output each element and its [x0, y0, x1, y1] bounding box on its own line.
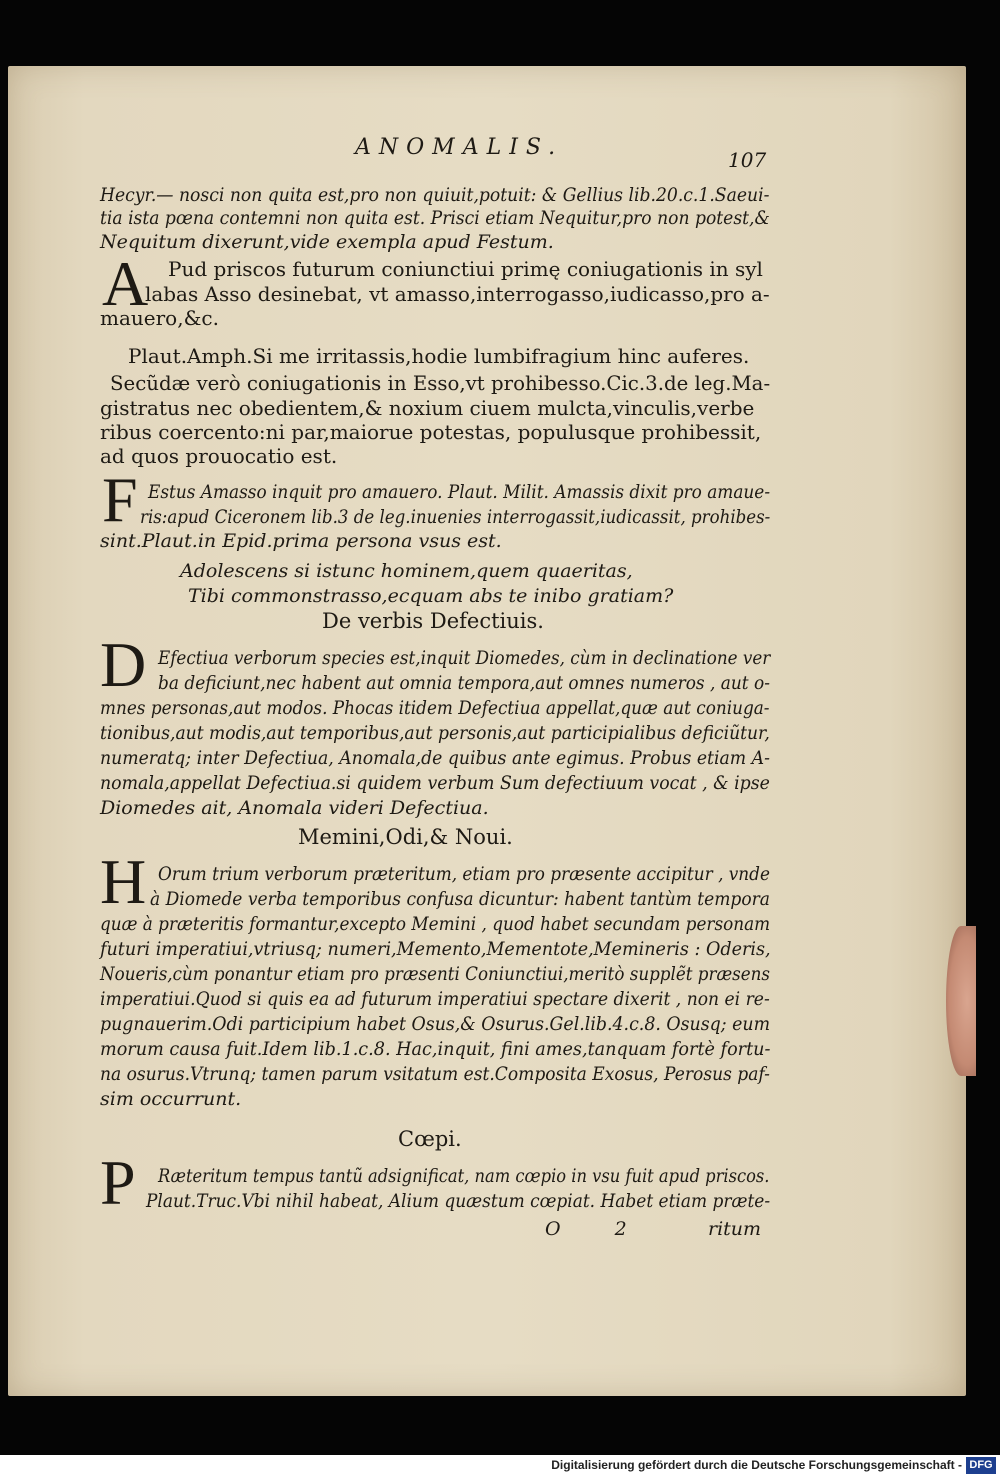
drop-cap: D: [100, 629, 147, 700]
text-line: ris:apud Ciceronem lib.3 de leg.inuenies interrogassit,iudicassit, prohibes-: [140, 506, 771, 528]
funding-notice: Digitalisierung gefördert durch die Deutsche Forschungsgemeinschaft -: [551, 1458, 962, 1472]
text-line: ad quos prouocatio est.: [100, 444, 338, 468]
drop-cap: F: [102, 464, 138, 535]
text-line: Pud priscos futurum coniunctiui primę coniugationis in syl: [168, 257, 763, 281]
text-line: gistratus nec obedientem,& noxium ciuem mulcta,vinculis,verbe: [100, 396, 755, 420]
text-line: Hecyr.— nosci non quita est,pro non quiuit,potuit: & Gellius lib.20.c.1.Saeui-: [100, 184, 770, 206]
text-line: mnes personas,aut modos. Phocas itidem Defectiua appellat,quæ aut coniuga-: [100, 697, 770, 719]
text-line: labas Asso desinebat, vt amasso,interrogasso,iudicasso,pro a-: [145, 282, 770, 306]
text-line: Noueris,cùm ponantur etiam pro præsenti Coniunctiui,meritò supplẽt præsens: [100, 963, 771, 985]
verse-line: Tibi commonstrasso,ecquam abs te inibo gratiam?: [188, 585, 674, 607]
running-head: ANOMALIS.: [355, 135, 564, 160]
text-line: sint.Plaut.in Epid.prima persona vsus est.: [100, 530, 502, 552]
text-line: imperatiui.Quod si quis ea ad futurum imperatiui spectare dixerit , non ei re-: [100, 988, 770, 1010]
thumb-at-edge: [946, 926, 976, 1076]
dfg-logo-icon: DFG: [966, 1457, 996, 1474]
signature-mark: O 2: [545, 1218, 651, 1240]
text-line: morum causa fuit.Idem lib.1.c.8. Hac,inquit, fini ames,tanquam fortè fortu-: [100, 1038, 771, 1060]
drop-cap: H: [100, 846, 147, 917]
text-line: futuri imperatiui,vtriusq; numeri,Memento,Mementote,Memineris : Oderis,: [100, 938, 771, 960]
text-line: pugnauerim.Odi participium habet Osus,& Osurus.Gel.lib.4.c.8. Osusq; eum: [100, 1013, 771, 1035]
drop-cap: P: [100, 1147, 136, 1218]
text-line: Ræteritum tempus tantũ adsignificat, nam cœpio in vsu fuit apud priscos.: [158, 1165, 770, 1187]
text-line: numeratq; inter Defectiua, Anomala,de quibus ante egimus. Probus etiam A-: [100, 747, 770, 769]
drop-cap: A: [102, 248, 149, 319]
text-line: Orum trium verborum præteritum, etiam pro præsente accipitur , vnde: [158, 863, 770, 885]
text-line: quæ à præteritis formantur,excepto Memini , quod habet secundam personam: [100, 913, 771, 935]
text-line: Estus Amasso inquit pro amauero. Plaut. Milit. Amassis dixit pro amaue-: [148, 481, 771, 503]
section-heading: De verbis Defectiuis.: [322, 609, 544, 633]
text-line: Plaut.Truc.Vbi nihil habeat, Alium quæstum cœpiat. Habet etiam præte-: [146, 1190, 771, 1212]
text-line: mauero,&c.: [100, 306, 219, 330]
text-line: na osurus.Vtrunq; tamen parum vsitatum est.Composita Exosus, Perosus paf-: [100, 1063, 770, 1085]
text-line: Efectiua verborum species est,inquit Diomedes, cùm in declinatione ver: [158, 647, 771, 669]
section-heading: Cœpi.: [398, 1127, 462, 1151]
text-line: tionibus,aut modis,aut temporibus,aut personis,aut participialibus deficiũtur,: [100, 722, 770, 744]
text-line: nomala,appellat Defectiua.si quidem verbum Sum defectiuum vocat , & ipse: [100, 772, 770, 794]
text-line: sim occurrunt.: [100, 1088, 242, 1110]
digitization-footer: [0, 1455, 1000, 1478]
text-line: tia ista pœna contemni non quita est. Prisci etiam Nequitur,pro non potest,&: [100, 207, 770, 229]
page-number: 107: [728, 148, 767, 172]
text-line: ba deficiunt,nec habent aut omnia tempora,aut omnes numeros , aut o-: [158, 672, 770, 694]
text-line: Diomedes ait, Anomala videri Defectiua.: [100, 797, 489, 819]
text-line: Nequitum dixerunt,vide exempla apud Festum.: [100, 231, 554, 253]
text-line: ribus coercento:ni par,maiorue potestas, populusque prohibessit,: [100, 420, 762, 444]
section-heading: Memini,Odi,& Noui.: [298, 825, 513, 849]
text-line: Secũdæ verò coniugationis in Esso,vt prohibesso.Cic.3.de leg.Ma-: [110, 371, 771, 395]
catchword: ritum: [708, 1218, 762, 1240]
text-line: Plaut.Amph.Si me irritassis,hodie lumbifragium hinc auferes.: [128, 344, 750, 368]
verse-line: Adolescens si istunc hominem,quem quaeritas,: [180, 560, 633, 582]
text-line: à Diomede verba temporibus confusa dicuntur: habent tantùm tempora: [150, 888, 770, 910]
